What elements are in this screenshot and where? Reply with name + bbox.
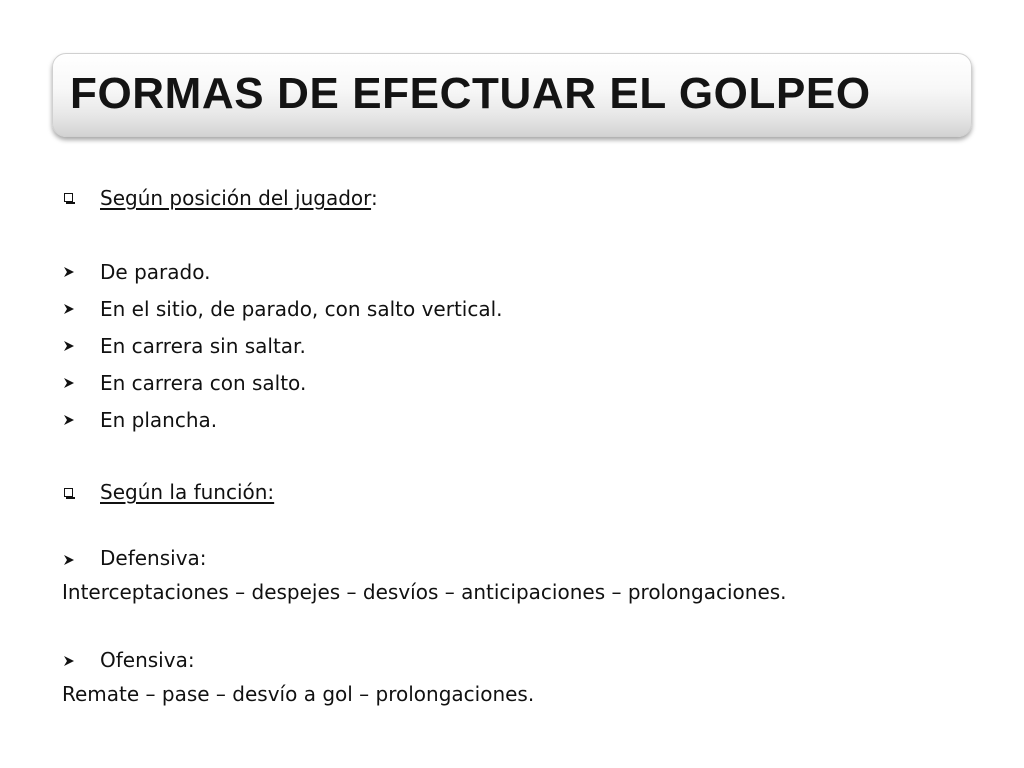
section-heading-position <box>100 184 378 212</box>
list-item: De parado. <box>100 260 211 284</box>
arrowhead-bullet-icon <box>62 302 76 316</box>
arrowhead-bullet-icon <box>62 265 76 279</box>
square-bullet-icon <box>64 193 73 202</box>
arrowhead-bullet-icon <box>62 553 76 567</box>
offensive-detail: Remate – pase – desvío a gol – prolongaciones. <box>62 682 535 706</box>
arrowhead-bullet-icon <box>62 654 76 668</box>
list-item: En plancha. <box>100 408 218 432</box>
page-title: FORMAS DE EFECTUAR EL GOLPEO <box>70 69 871 118</box>
list-item: En carrera sin saltar. <box>100 334 306 358</box>
arrowhead-bullet-icon <box>62 376 76 390</box>
list-item: En el sitio, de parado, con salto vertical. <box>100 297 503 321</box>
square-bullet-icon <box>64 488 73 497</box>
arrowhead-bullet-icon <box>62 413 76 427</box>
arrowhead-bullet-icon <box>62 339 76 353</box>
list-item: En carrera con salto. <box>100 371 307 395</box>
defensive-detail: Interceptaciones – despejes – desvíos – anticipaciones – prolongaciones. <box>62 580 787 604</box>
section-heading-position-text: Según posición del jugador <box>100 186 372 210</box>
section-heading-position-colon: : <box>371 186 378 210</box>
defensive-label: Defensiva: <box>100 546 207 570</box>
offensive-label: Ofensiva: <box>100 648 195 672</box>
section-heading-function: Según la función: <box>100 480 275 504</box>
